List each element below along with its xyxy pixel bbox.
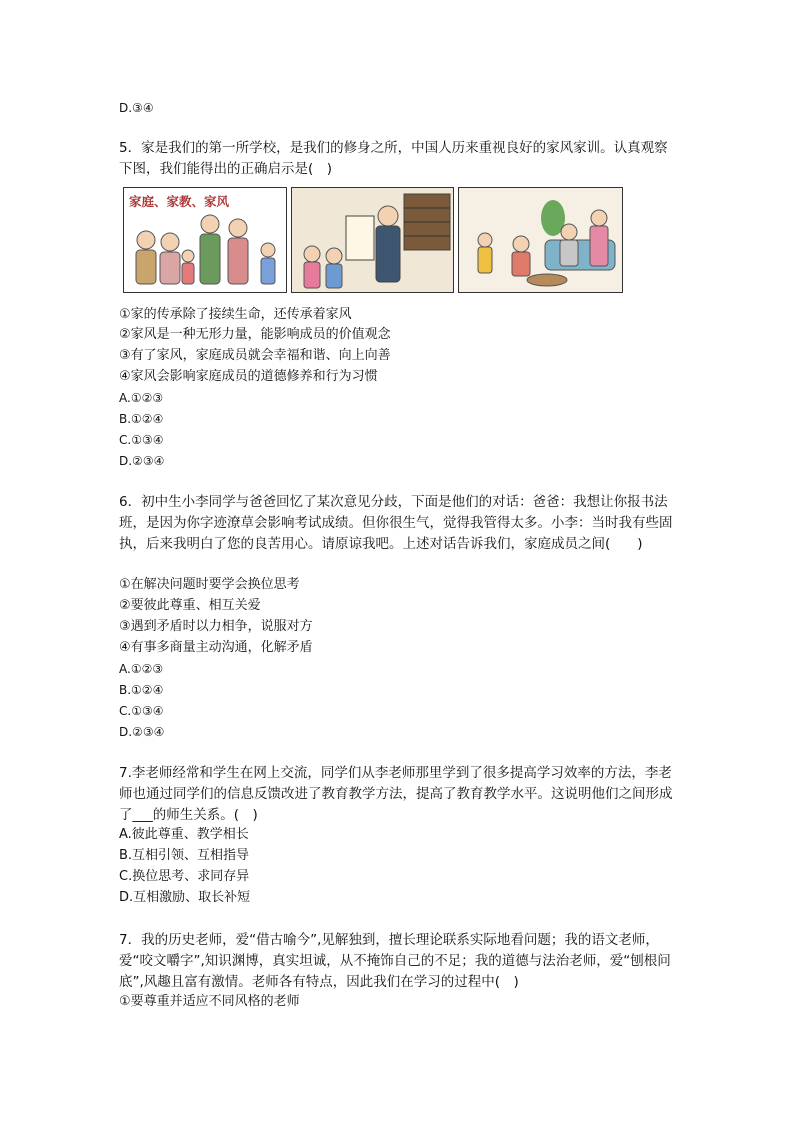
q5-stem: 5．家是我们的第一所学校，是我们的修身之所，中国人历来重视良好的家风家训。认真观察下图，我们能得出的正确启示是( ) — [119, 140, 668, 177]
q7b-stem: 7．我的历史老师，爱“借古喻今”,见解独到，擅长理论联系实际地看问题；我的语文老师，爱“咬文嚼字”,知识渊博，真实坦诚，从不掩饰自己的不足；我的道德与法治老师，爱“刨根问底”,风趣且富有激情。老师各有特点，因此我们在学习的过程中( ) — [119, 932, 671, 990]
family-illustration — [124, 188, 287, 293]
q5-image-family-label: 家庭、家教、家风 — [129, 194, 230, 209]
q6-option-a: A.①②③ — [119, 662, 164, 676]
q5-image-good-family — [458, 187, 623, 293]
q6-option-d: D.②③④ — [119, 725, 165, 739]
q5-image-family-motto — [291, 187, 454, 293]
q6-statement-1: ①在解决问题时要学会换位思考 — [119, 577, 300, 592]
q7a-option-c: C.换位思考、求同存异 — [119, 869, 250, 884]
q6-statement-3: ③遇到矛盾时以力相争，说服对方 — [119, 619, 313, 634]
good-family-illustration — [459, 188, 623, 293]
q5-statement-1: ①家的传承除了接续生命，还传承着家风 — [119, 307, 352, 322]
q7a-option-b: B.互相引领、互相指导 — [119, 848, 250, 863]
q7a-stem: 7.李老师经常和学生在网上交流，同学们从李老师那里学到了很多提高学习效率的方法，李老师也通过同学们的信息反馈改进了教育教学方法，提高了教育教学水平。这说明他们之间形成了___的师生关系。( ) — [119, 765, 673, 823]
q7b-statement-1: ①要尊重并适应不同风格的老师 — [119, 994, 300, 1009]
q6-statement-2: ②要彼此尊重、相互关爱 — [119, 598, 261, 613]
q5-statement-3: ③有了家风，家庭成员就会幸福和谐、向上向善 — [119, 348, 391, 363]
q5-option-d: D.②③④ — [119, 454, 165, 468]
q4-option-d: D.③④ — [119, 101, 154, 115]
q6-stem: 6．初中生小李同学与爸爸回忆了某次意见分歧，下面是他们的对话：爸爸：我想让你报书法班，是因为你字迹潦草会影响考试成绩。但你很生气，觉得我管得太多。小李：当时我有些固执，后来我明白了您的良苦用心。请原谅我吧。上述对话告诉我们，家庭成员之间( ) — [119, 494, 673, 552]
q5-image-family — [123, 187, 287, 293]
q5-option-b: B.①②④ — [119, 412, 164, 426]
q5-option-c: C.①③④ — [119, 433, 164, 447]
q6-option-c: C.①③④ — [119, 704, 164, 718]
q7a-option-a: A.彼此尊重、教学相长 — [119, 827, 249, 842]
family-motto-illustration — [292, 188, 454, 293]
q5-statement-4: ④家风会影响家庭成员的道德修养和行为习惯 — [119, 369, 378, 384]
q5-option-a: A.①②③ — [119, 391, 164, 405]
q6-option-b: B.①②④ — [119, 683, 164, 697]
q6-statement-4: ④有事多商量主动沟通，化解矛盾 — [119, 640, 313, 655]
q5-statement-2: ②家风是一种无形力量，能影响成员的价值观念 — [119, 327, 391, 342]
q7a-option-d: D.互相激励、取长补短 — [119, 890, 251, 905]
